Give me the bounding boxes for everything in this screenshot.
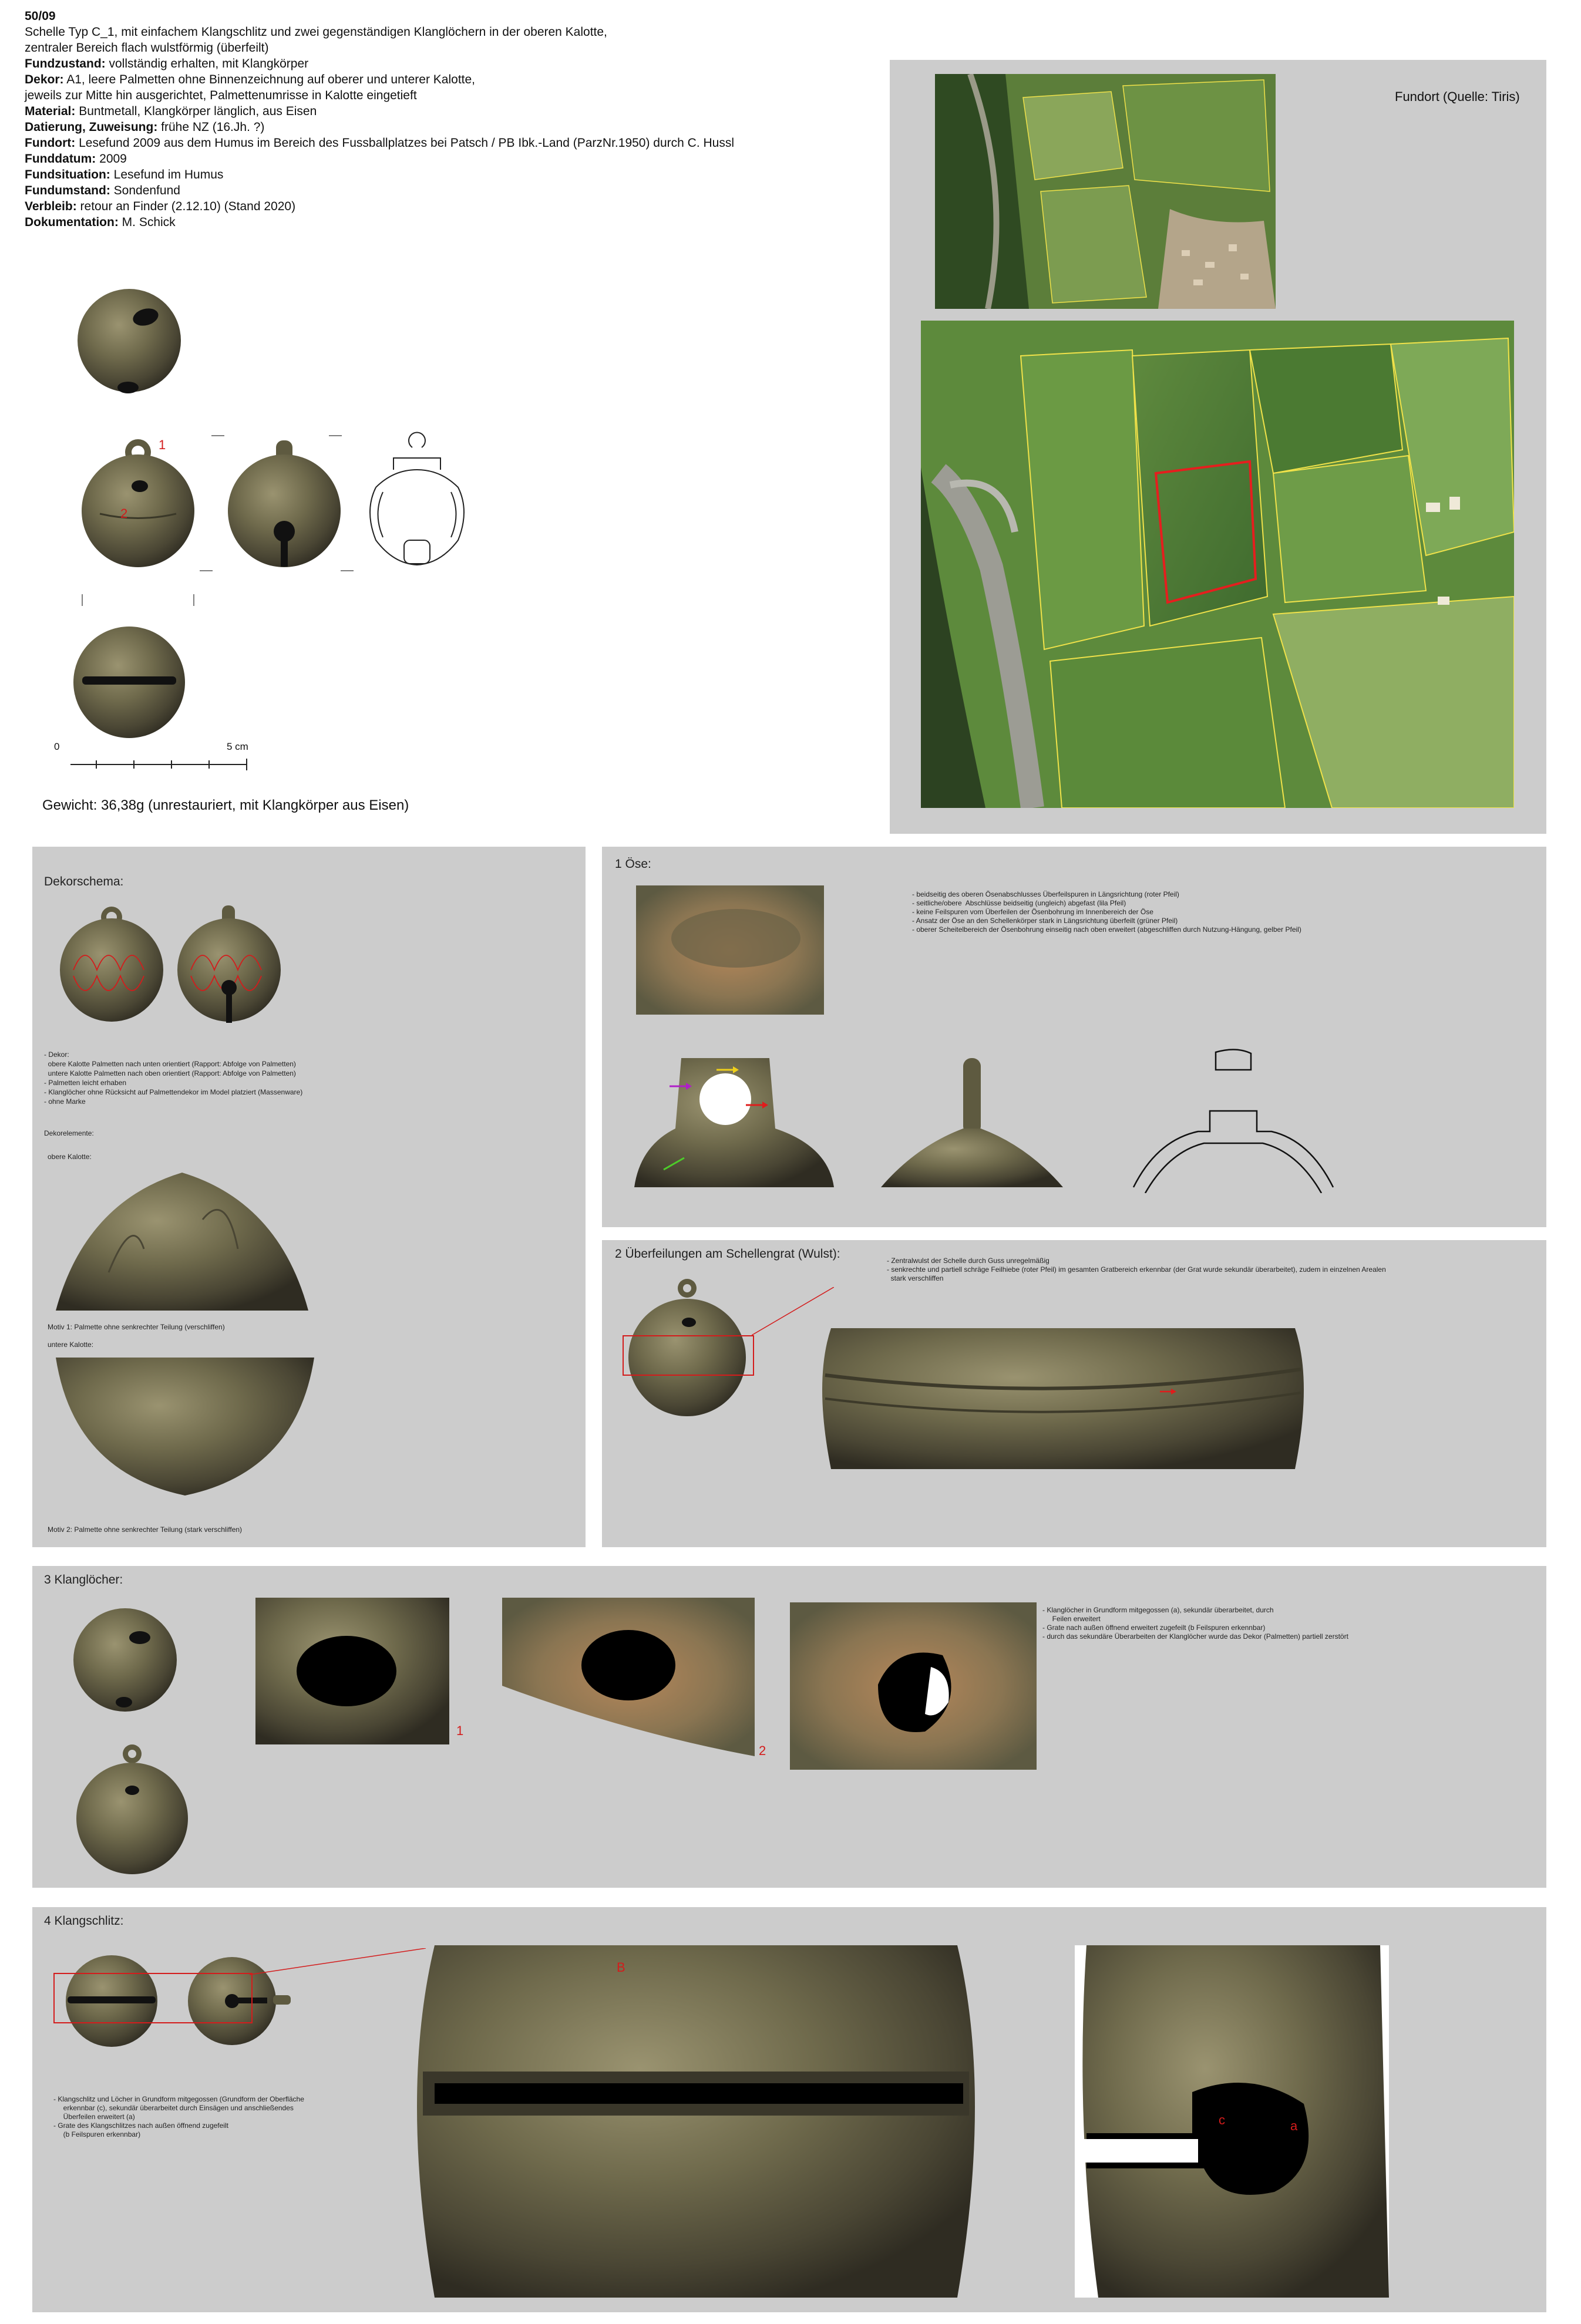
schlitz-notes: - Klangschlitz und Löcher in Grundform mitgegossen (Grundform der Oberfläche erkennbar (c), sekundär überarbeitet durch Einsägen und anschließendes Überfeilen erweitert (a) - Grate des Klangschlitzes nach außen öffnend zugefeilt (b Feilspuren erkennbar)	[53, 2095, 304, 2138]
dekor-panel	[32, 847, 586, 1547]
marker-2: 2	[120, 506, 128, 521]
wulst-panel	[602, 1240, 1546, 1547]
mark-a: a	[1290, 2118, 1298, 2133]
loch-2-photo	[502, 1598, 755, 1756]
oese-section-drawing	[1133, 1049, 1333, 1193]
scale-label-0: 0	[54, 741, 60, 752]
field-value: jeweils zur Mitte hin ausgerichtet, Palmettenumrisse in Kalotte eingetieft	[25, 89, 417, 102]
loch-1-photo	[255, 1598, 449, 1744]
loecher-notes: - Klanglöcher in Grundform mitgegossen (a), sekundär überarbeitet, durch Feilen erweitert - Grate nach außen öffnend erweitert zugefeilt (b Feilspuren erkennbar) - durch das sekundäre Überarbeiten der Klanglöcher wurde das Dekor (Palmetten) partiell zerstört	[1042, 1606, 1348, 1641]
loch-1-number: 1	[456, 1723, 464, 1738]
field-value: 2009	[96, 152, 127, 166]
object-id: 50/09	[25, 9, 56, 23]
dekor-notes: - Dekor: obere Kalotte Palmetten nach unten orientiert (Rapport: Abfolge von Palmetten) untere Kalotte Palmetten nach oben orientiert (Rapport: Abfolge von Palmetten) - Palmetten leicht erhaben - Klanglöcher ohne Rücksicht auf Palmettendekor im Model platziert (Massenware) - ohne Marke	[44, 1050, 303, 1106]
field-fundumstand	[25, 183, 734, 198]
type-line-1: Schelle Typ C_1, mit einfachem Klangschlitz und zwei gegenständigen Klanglöchern in der oberen Kalotte,	[25, 25, 607, 39]
field-label: Dekor:	[25, 73, 64, 86]
mark-b-text: B	[617, 1960, 625, 1975]
field-label: Fundzustand:	[25, 57, 106, 70]
field-value: frühe NZ (16.Jh. ?)	[157, 120, 265, 134]
dekor-title: Dekorschema:	[44, 875, 124, 888]
dekor-elements-title: Dekorelemente:	[44, 1129, 94, 1137]
oese-title: 1 Öse:	[615, 857, 651, 871]
schlitz-detail-photo	[399, 1945, 993, 2298]
scale-bar	[70, 759, 247, 770]
field-value: Lesefund im Humus	[110, 168, 224, 181]
mark-c: c	[1219, 2113, 1225, 2127]
motiv-2-caption: Motiv 2: Palmette ohne senkrechter Teilung (stark verschliffen)	[48, 1525, 243, 1534]
detail-map[interactable]	[921, 321, 1514, 808]
schlitz-highlight-box	[53, 1973, 253, 2023]
schlitz-end-photo	[1075, 1945, 1389, 2298]
field-material	[25, 103, 734, 119]
mark-b	[617, 1960, 625, 1975]
wulst-notes: - Zentralwulst der Schelle durch Guss unregelmäßig - senkrechte und partiell schräge Feilhiebe (roter Pfeil) im gesamten Gratbereich erkennbar (der Grat wurde sekundär überarbeitet), zudem in einzelnen Arealen stark verschliffen	[887, 1257, 1386, 1282]
marker-1: 1	[159, 437, 166, 452]
field-dokumentation	[25, 214, 734, 230]
weight-text: Gewicht: 36,38g (unrestauriert, mit Klangkörper aus Eisen)	[42, 797, 409, 813]
header-block	[25, 8, 734, 230]
loch-3-photo	[790, 1602, 1037, 1770]
object-photo-views	[70, 282, 658, 846]
field-label: Datierung, Zuweisung:	[25, 120, 158, 134]
bell-front-view	[82, 439, 194, 567]
field-fundzustand	[25, 56, 734, 72]
klangloecher-panel	[32, 1566, 1546, 1888]
field-label: Fundsituation:	[25, 168, 110, 181]
field-dekor	[25, 72, 734, 87]
type-line-2: zentraler Bereich flach wulstförmig (überfeilt)	[25, 41, 269, 55]
field-verbleib	[25, 198, 734, 214]
dekor-schema-photos	[56, 900, 291, 1035]
oese-detail-photo	[636, 885, 824, 1015]
oese-notes: - beidseitig des oberen Ösenabschlusses Überfeilspuren in Längsrichtung (roter Pfeil) - seitliche/obere Abschlüsse beidseitig (ungleich) abgefast (lila Pfeil) - keine Feilspuren vom Überfeilen der Ösenbohrung im Innenbereich der Öse - Ansatz der Öse an den Schellenkörper stark in Längsrichtung überfeilt (grüner Pfeil) - oberer Scheitelbereich der Ösenbohrung einseitig nach oben erweitert (abgeschliffen durch Nutzung-Hängung, gelber Pfeil)	[912, 890, 1301, 934]
field-fundort	[25, 135, 734, 151]
oese-front-photo	[634, 1058, 834, 1187]
map-panel	[890, 60, 1546, 834]
map-caption: Fundort (Quelle: Tiris)	[1395, 89, 1520, 104]
field-label: Fundort:	[25, 136, 76, 150]
field-value: vollständig erhalten, mit Klangkörper	[105, 57, 309, 70]
field-value: retour an Finder (2.12.10) (Stand 2020)	[76, 200, 296, 213]
klangschlitz-panel	[32, 1907, 1546, 2312]
scale-label-5cm: 5 cm	[227, 741, 248, 752]
field-label: Funddatum:	[25, 152, 96, 166]
wulst-detail-photo	[813, 1305, 1313, 1481]
lower-calotte-label: untere Kalotte:	[48, 1340, 94, 1349]
field-value: Buntmetall, Klangkörper länglich, aus Eisen	[75, 105, 317, 118]
oese-views	[634, 1046, 1374, 1193]
bell-bottom-view	[73, 627, 185, 738]
field-datierung	[25, 119, 734, 135]
field-value: Lesefund 2009 aus dem Humus im Bereich des Fussballplatzes bei Patsch / PB Ibk.-Land (ParzNr.1950) durch C. Hussl	[75, 136, 735, 150]
motiv-1-caption: Motiv 1: Palmette ohne senkrechter Teilung (verschliffen)	[48, 1323, 225, 1331]
bell-section-drawing	[370, 433, 464, 565]
field-dekor-cont	[25, 87, 734, 103]
bell-side-view	[228, 440, 341, 567]
bell-top-view	[78, 289, 181, 393]
field-funddatum	[25, 151, 734, 167]
field-value: Sondenfund	[110, 184, 180, 197]
upper-calotte-label: obere Kalotte:	[48, 1153, 92, 1161]
loecher-title: 3 Klanglöcher:	[44, 1573, 123, 1587]
field-label: Material:	[25, 105, 76, 118]
wulst-highlight-box	[623, 1335, 754, 1376]
field-label: Verbleib:	[25, 200, 77, 213]
oese-side-photo	[881, 1058, 1063, 1187]
field-label: Dokumentation:	[25, 215, 119, 229]
loecher-overview-photos	[66, 1601, 201, 1877]
schlitz-title: 4 Klangschlitz:	[44, 1914, 124, 1928]
field-fundsituation	[25, 167, 734, 183]
upper-calotte-photo	[50, 1167, 320, 1313]
loch-2-number: 2	[759, 1743, 766, 1758]
oese-panel	[602, 847, 1546, 1227]
field-value: A1, leere Palmetten ohne Binnenzeichnung auf oberer und unterer Kalotte,	[63, 73, 476, 86]
field-label: Fundumstand:	[25, 184, 110, 197]
field-value: M. Schick	[118, 215, 176, 229]
wulst-title: 2 Überfeilungen am Schellengrat (Wulst):	[615, 1247, 840, 1261]
overview-map[interactable]	[935, 74, 1276, 309]
lower-calotte-photo	[50, 1355, 320, 1501]
